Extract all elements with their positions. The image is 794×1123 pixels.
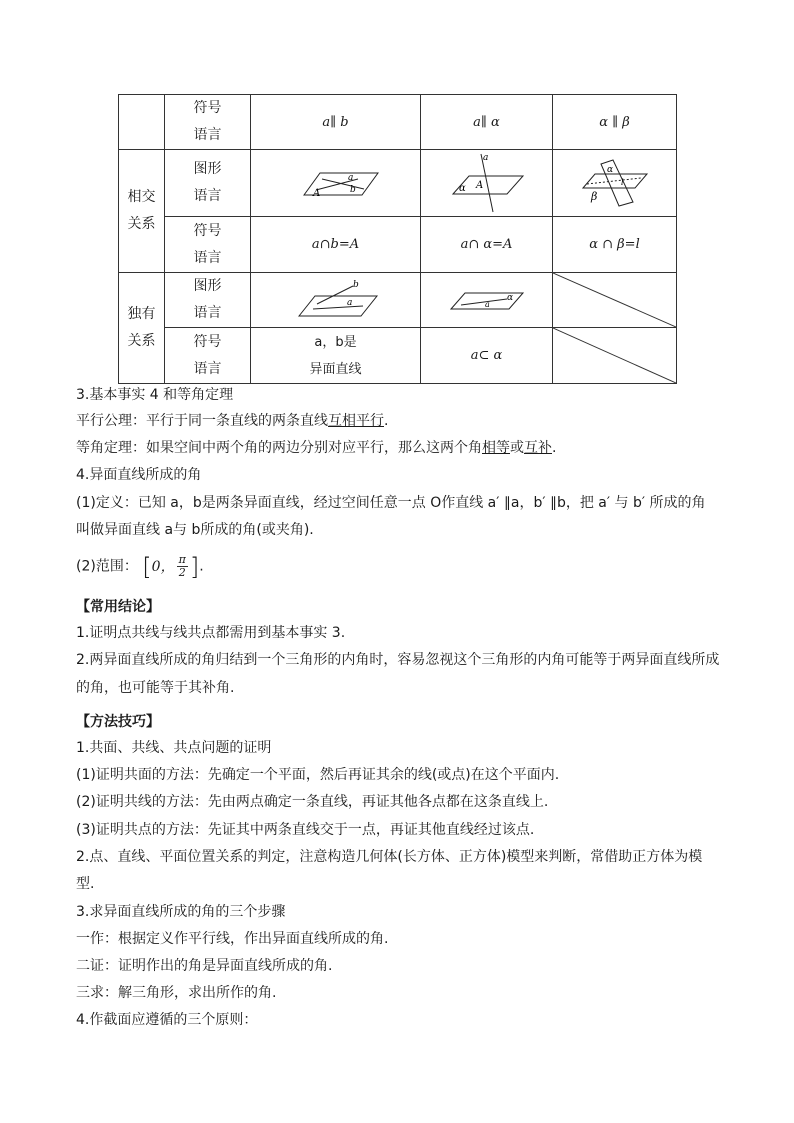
label-line-b: b <box>349 185 356 195</box>
range-line: (2)范围： [ 0， $\frac{\pi}{2}$ ] . <box>76 552 204 581</box>
empty-cell <box>119 95 165 150</box>
interval-0-pi-over-2: [ 0， $\frac{\pi}{2}$ ] <box>142 552 200 581</box>
figure-skew-lines <box>251 273 421 328</box>
intersecting-lines-figure <box>286 163 386 203</box>
intersecting-planes-figure <box>579 158 651 208</box>
symbol-alpha-cap-beta: α ∩ β=l <box>553 217 677 273</box>
symbol-skew-lines: a，b是 异面直线 <box>251 328 421 384</box>
label-line-l: l <box>620 178 624 187</box>
section-3-title: 3.基本事实 4 和等角定理 <box>76 387 234 403</box>
line-in-plane-figure <box>447 287 527 313</box>
method-3: 3.求异面直线所成的角的三个步骤 <box>76 904 286 920</box>
method-3a: 一作：根据定义作平行线，作出异面直线所成的角. <box>76 931 389 947</box>
category-intersect: 相交 关系 <box>119 150 165 273</box>
row-label: 符号 语言 <box>165 217 251 273</box>
category-unique: 独有 关系 <box>119 273 165 384</box>
parallel-axiom: 平行公理：平行于同一条直线的两条直线互相平行. <box>76 413 389 429</box>
empty-diagonal-cell <box>553 273 677 328</box>
row-label: 符号 语言 <box>165 95 251 150</box>
method-3b: 二证：证明作出的角是异面直线所成的角. <box>76 958 333 974</box>
method-4: 4.作截面应遵循的三个原则： <box>76 1012 258 1028</box>
figure-line-plane-intersect <box>421 150 553 217</box>
method-1: 1.共面、共线、共点问题的证明 <box>76 740 272 756</box>
label-plane-alpha: α <box>606 165 613 175</box>
table-row-unique-symbol <box>119 328 677 384</box>
table-row-intersect-figure <box>119 150 677 217</box>
fraction-pi-over-2: $\frac{\pi}{2}$ <box>178 553 186 579</box>
symbol-a-parallel-b: a∥ b <box>251 95 421 150</box>
method-3c: 三求：解三角形，求出所作的角. <box>76 985 277 1001</box>
label-line-a: a <box>484 300 490 309</box>
conclusion-2-line-2: 的角，也可能等于其补角. <box>76 680 235 696</box>
equal-angle-theorem: 等角定理：如果空间中两个角的两边分别对应平行，那么这两个角相等或互补. <box>76 440 557 456</box>
skew-lines-figure <box>291 278 381 322</box>
figure-lines-intersect <box>251 150 421 217</box>
label-line-a: a <box>482 153 488 163</box>
method-1b: (2)证明共线的方法：先由两点确定一条直线，再证其他各点都在这条直线上. <box>76 794 549 810</box>
label-plane-beta: β <box>590 190 597 203</box>
row-label: 图形 语言 <box>165 273 251 328</box>
method-tips-title: 【方法技巧】 <box>76 714 160 730</box>
label-plane-alpha: α <box>506 293 513 303</box>
label-line-b: b <box>352 280 359 290</box>
method-2-line-2: 型. <box>76 876 95 892</box>
symbol-alpha-parallel-beta: α ∥ β <box>553 95 677 150</box>
symbol-a-subset-alpha: a⊂ α <box>421 328 553 384</box>
label-point-A: A <box>312 188 320 199</box>
figure-line-in-plane <box>421 273 553 328</box>
table-row-unique-figure <box>119 273 677 328</box>
relation-table <box>118 94 677 384</box>
section-4-title: 4.异面直线所成的角 <box>76 467 202 483</box>
method-1a: (1)证明共面的方法：先确定一个平面，然后再证其余的线(或点)在这个平面内. <box>76 767 560 783</box>
row-label: 符号 语言 <box>165 328 251 384</box>
label-line-a: a <box>347 173 353 183</box>
diagonal-line <box>553 273 676 327</box>
label-line-a: a <box>346 298 352 308</box>
method-2-line-1: 2.点、直线、平面位置关系的判定，注意构造几何体(长方体、正方体)模型来判断，常借助正方体为模 <box>76 849 703 865</box>
empty-diagonal-cell <box>553 328 677 384</box>
row-label: 图形 语言 <box>165 150 251 217</box>
figure-planes-intersect <box>553 150 677 217</box>
symbol-a-parallel-alpha: a∥ α <box>421 95 553 150</box>
table-row-symbol <box>119 95 677 150</box>
label-plane-alpha: α <box>458 183 466 194</box>
definition-line-1: (1)定义：已知 a，b是两条异面直线，经过空间任意一点 O作直线 a′ ∥a，b′ ∥b，把 a′ 与 b′ 所成的角 <box>76 495 706 511</box>
table-row-intersect-symbol <box>119 217 677 273</box>
definition-line-2: 叫做异面直线 a与 b所成的角(或夹角). <box>76 522 314 538</box>
label-point-A: A <box>475 180 483 191</box>
common-conclusions-title: 【常用结论】 <box>76 599 160 615</box>
conclusion-1: 1.证明点共线与线共点都需用到基本事实 3. <box>76 625 346 641</box>
conclusion-2-line-1: 2.两异面直线所成的角归结到一个三角形的内角时，容易忽视这个三角形的内角可能等于两异面直线所成 <box>76 652 720 668</box>
diagonal-line <box>553 328 676 383</box>
symbol-a-cap-alpha: a∩ α=A <box>421 217 553 273</box>
line-plane-intersection-figure <box>447 152 527 214</box>
symbol-a-cap-b: a∩b=A <box>251 217 421 273</box>
method-1c: (3)证明共点的方法：先证其中两条直线交于一点，再证其他直线经过该点. <box>76 822 535 838</box>
